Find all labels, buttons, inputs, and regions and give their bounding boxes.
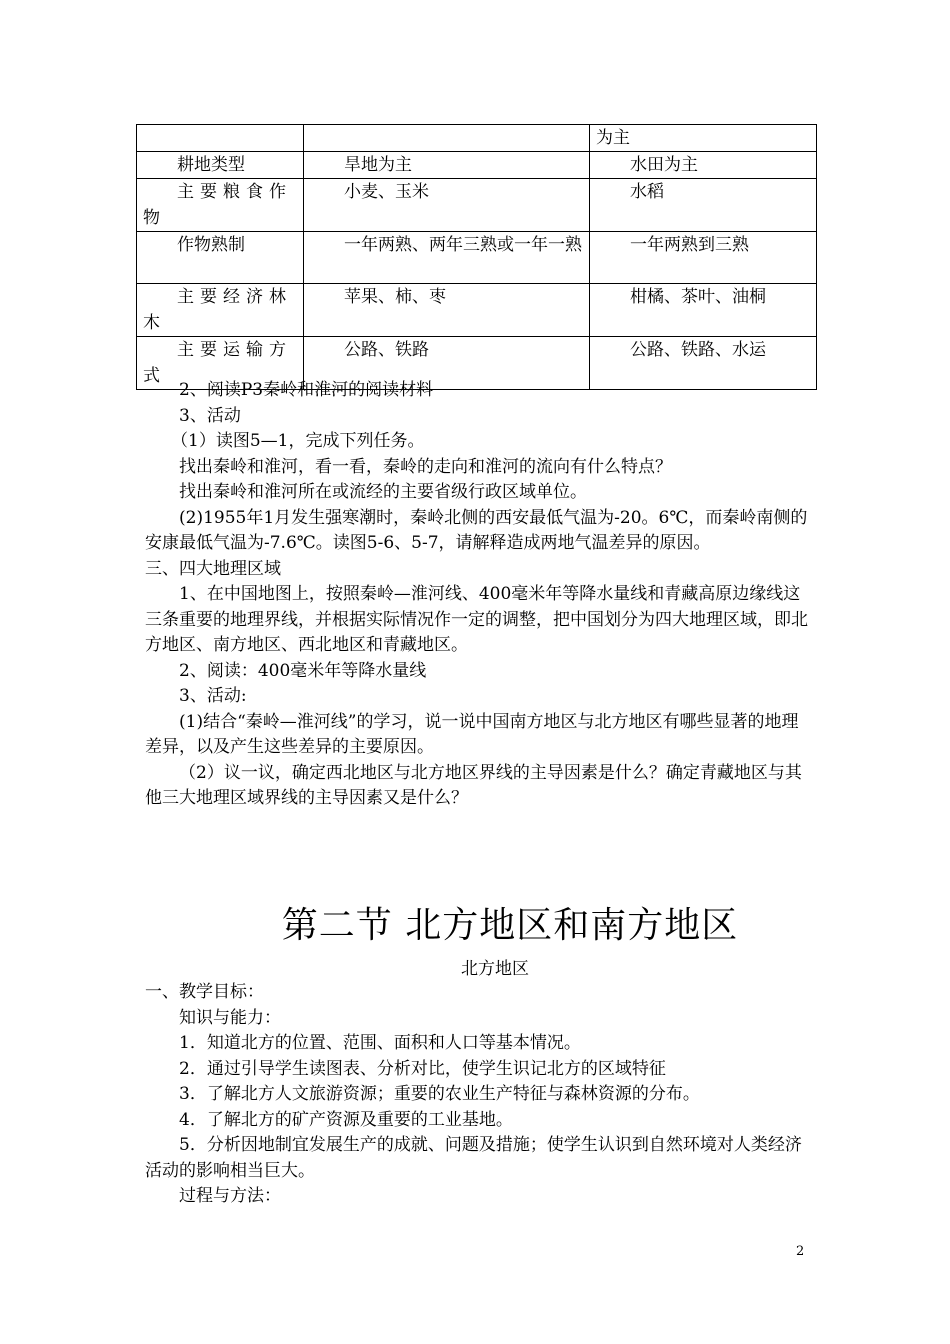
table-row	[137, 284, 817, 337]
paragraph: 1．知道北方的位置、范围、面积和人口等基本情况。	[179, 1033, 581, 1053]
table-cell-south: 柑橘、茶叶、油桐	[590, 284, 817, 337]
table-cell-label: 耕地类型	[137, 152, 304, 179]
section-objectives	[145, 980, 815, 1210]
table-row	[137, 125, 817, 152]
table-cell-south: 公路、铁路、水运	[590, 337, 817, 390]
comparison-table	[136, 124, 817, 390]
paragraph: (1)结合“秦岭—淮河线”的学习，说一说中国南方地区与北方地区有哪些显著的地理差异，以及产生这些差异的主要原因。	[145, 711, 799, 757]
table-cell-north: 一年两熟、两年三熟或一年一熟	[304, 232, 590, 284]
paragraph: 2．通过引导学生读图表、分析对比，使学生识记北方的区域特征	[179, 1058, 666, 1079]
table-cell-north: 小麦、玉米	[304, 179, 590, 232]
paragraph: 5．分析因地制宜发展生产的成就、问题及措施；使学生认识到自然环境对人类经济活动的影响相当巨大。	[145, 1135, 802, 1181]
paragraph: 2、阅读：400毫米年等降水量线	[179, 660, 427, 681]
table-cell-south: 一年两熟到三熟	[590, 232, 817, 284]
table-cell-label: 主要粮食作物	[137, 179, 304, 232]
page-subtitle: 北方地区	[461, 959, 529, 979]
paragraph: 找出秦岭和淮河，看一看，秦岭的走向和淮河的流向有什么特点？	[179, 456, 672, 477]
paragraph: 3．了解北方人文旅游资源；重要的农业生产特征与森林资源的分布。	[179, 1084, 700, 1104]
paragraph: 3、活动:	[179, 686, 247, 706]
paragraph: 知识与能力：	[179, 1007, 281, 1028]
table-cell-south: 水稻	[590, 179, 817, 232]
page-number: 2	[796, 1244, 805, 1259]
table-row	[137, 179, 817, 232]
paragraph: 过程与方法：	[179, 1186, 281, 1206]
paragraph: 2、阅读P3秦岭和淮河的阅读材料	[179, 380, 434, 400]
paragraph: （1）读图5—1，完成下列任务。	[171, 431, 425, 451]
table-cell-north: 公路、铁路	[304, 337, 590, 390]
section-activities	[145, 378, 815, 812]
table-cell-north: 旱地为主	[304, 152, 590, 179]
page-title: 第二节 北方地区和南方地区	[281, 905, 739, 946]
section-heading: 一、教学目标：	[145, 982, 264, 1002]
paragraph: 4．了解北方的矿产资源及重要的工业基地。	[179, 1109, 513, 1130]
paragraph: （2）议一议，确定西北地区与北方地区界线的主导因素是什么？确定青藏地区与其他三大地理区域界线的主导因素又是什么？	[145, 762, 802, 808]
table-cell-label: 主要运输方式	[137, 337, 304, 390]
table-cell-label: 作物熟制	[137, 232, 304, 284]
paragraph: 找出秦岭和淮河所在或流经的主要省级行政区域单位。	[179, 482, 587, 502]
section-heading: 三、四大地理区域	[145, 558, 281, 579]
paragraph: (2)1955年1月发生强寒潮时，秦岭北侧的西安最低气温为-20。6℃，而秦岭南侧的安康最低气温为-7.6℃。读图5-6、5-7，请解释造成两地气温差异的原因。	[145, 507, 808, 553]
table-cell-north: 苹果、柿、枣	[304, 284, 590, 337]
table-row	[137, 232, 817, 284]
table-cell-north	[304, 125, 590, 152]
table-cell-south: 水田为主	[590, 152, 817, 179]
paragraph: 3、活动	[179, 405, 241, 426]
paragraph: 1、在中国地图上，按照秦岭—淮河线、400毫米年等降水量线和青藏高原边缘线这三条重要的地理界线，并根据实际情况作一定的调整，把中国划分为四大地理区域，即北方地区、南方地区、西北地区和青藏地区。	[145, 584, 808, 655]
table-cell-label: 主要经济林木	[137, 284, 304, 337]
table-cell-south: 为主	[590, 125, 817, 152]
table-row	[137, 152, 817, 179]
table-cell-label	[137, 125, 304, 152]
